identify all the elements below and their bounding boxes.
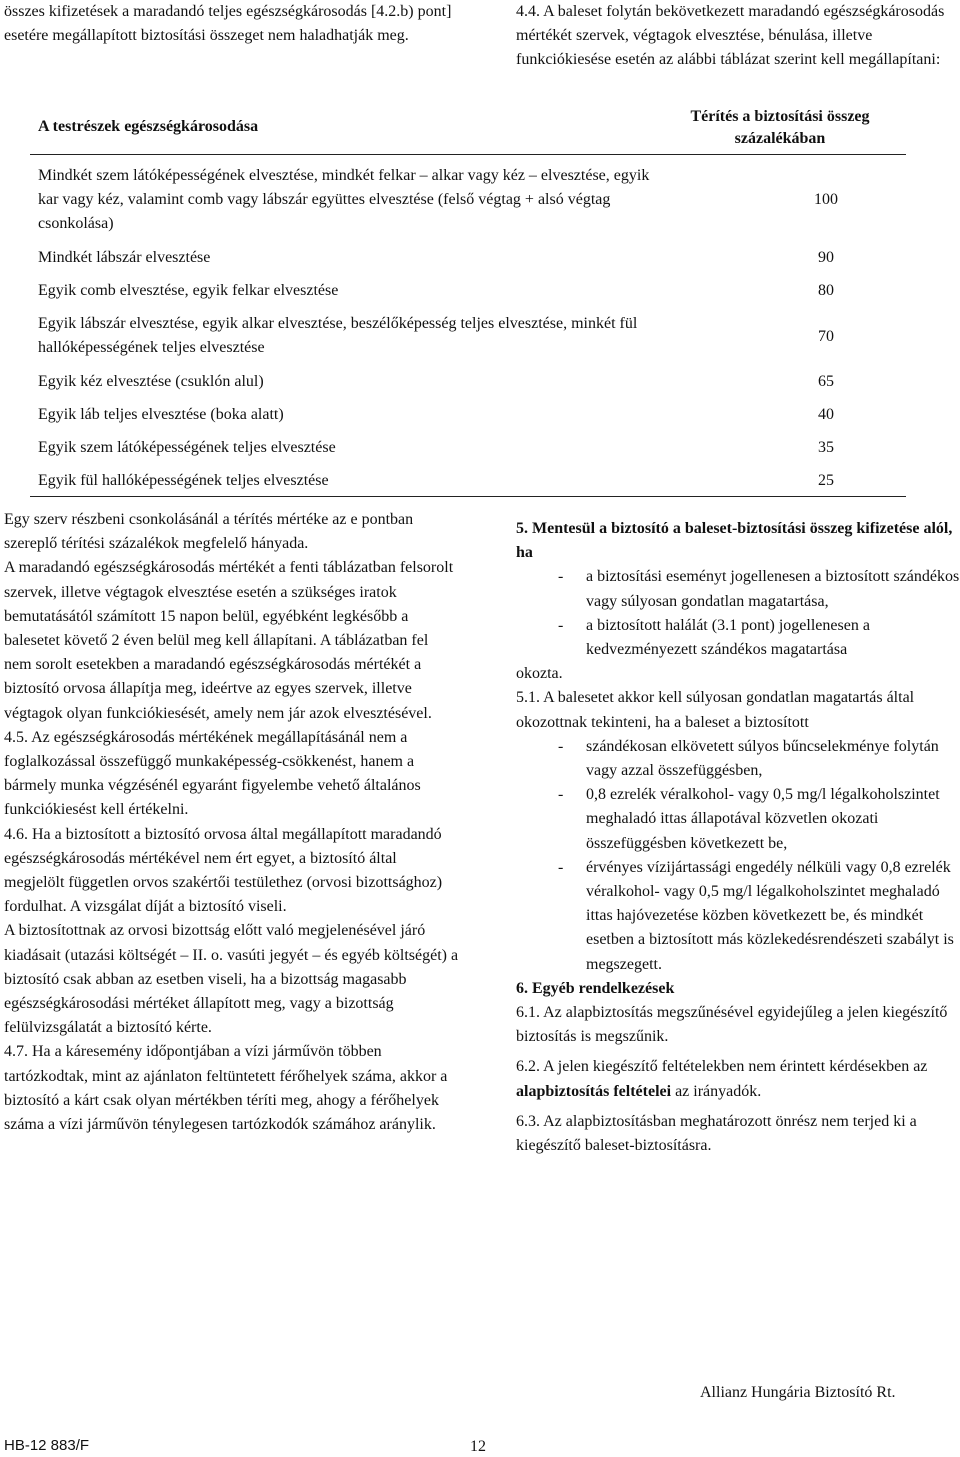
list-item xyxy=(516,565,960,613)
intro-paragraph-left: összes kifizetések a maradandó teljes egészségkárosodás [4.2.b) pont] esetére megállapított biztosítási összeget nem haladhatják meg. xyxy=(4,3,452,45)
section-4-4-paragraph: 4.4. A baleset folytán bekövetkezett maradandó egészségkárosodás mértékét szervek, végtagok elvesztése, bénulása, illetve funkciókiesése esetén az alábbi táblázat szerint kell megállapítani: xyxy=(516,3,945,69)
right-column xyxy=(516,517,960,1158)
list-item-text: a biztosítási eseményt jogellenesen a biztosított szándékos vagy súlyosan gondatlan magatartása, xyxy=(586,568,960,610)
section-4-7-paragraph: 4.7. Ha a káresemény időpontjában a vízi járművön többen tartózkodtak, mint az ajánlaton feltüntetett férőhelyek száma, akkor a biztosító a kárt csak olyan mértékben téríti meg, ahogy a férőhelyek száma a vízi járművön ténylegesen tartózkodók számához aránylik. xyxy=(4,1043,448,1134)
list-item xyxy=(516,856,960,977)
row-percentage: 70 xyxy=(818,328,834,345)
list-item-text: érvényes vízijártassági engedély nélküli vagy 0,8 ezrelék véralkohol- vagy 0,5 mg/l légalkoholszintet meghaladó ittas hajóvezetése közben következett be, és mindkét esetben a biztosított más közlekedésrendészeti szabályt is megszegett. xyxy=(586,858,954,973)
committee-costs-paragraph: A biztosítottnak az orvosi bizottság előtt való megjelenésével járó kiadásait (utazási költségét – II. o. vasúti jegyét – és egyéb költségét) a biztosító csak abban az esetben viseli, ha a bizottság magasabb egészségkárosodási mértéket állapított meg, vagy a bizottság felülvizsgálatát a biztosító kérte. xyxy=(4,922,459,1037)
row-description: Egyik kéz elvesztése (csuklón alul) xyxy=(38,373,264,390)
company-signature: Allianz Hungária Biztosító Rt. xyxy=(700,1384,896,1401)
section-4-5-paragraph: 4.5. Az egészségkárosodás mértékének megállapításánál nem a foglalkozással összefüggő munkaképesség-csökkenést, hanem a bármely munka végzésénél egyaránt figyelembe vehető általános funkciókiesést kell értékelni. xyxy=(4,728,421,819)
section-6-2-paragraph xyxy=(516,1055,960,1103)
assessment-deadline-paragraph: A maradandó egészségkárosodás mértékét a fenti táblázatban felsorolt szervek, illetve végtagok elvesztése esetén a szükséges iratok bemutatásától számított 15 napon belül, egyébként legkésőbb a balesetet követő 2 éven belül meg kell állapítani. A táblázatban fel nem sorolt esetekben a maradandó egészségkárosodás mértékét a biztosító orvosa állapítja meg, ideértve az egyes szervek, illetve végtagok olyan funkciókiesését, amely nem jár azok elvesztésével. xyxy=(4,559,454,722)
section-6-2-emphasis: alapbiztosítás feltételei xyxy=(516,1082,672,1100)
section-6-2-text-end: az irányadók. xyxy=(671,1082,762,1100)
row-percentage: 65 xyxy=(818,373,834,390)
page-number: 12 xyxy=(470,1438,486,1455)
dash-bullet-icon: - xyxy=(558,737,564,755)
row-percentage: 90 xyxy=(818,249,834,266)
row-percentage: 35 xyxy=(818,439,834,456)
list-item xyxy=(516,735,960,783)
row-description: Egyik szem látóképességének teljes elvesztése xyxy=(38,439,336,456)
section-5-heading: 5. Mentesül a biztosító a baleset-biztosítási összeg kifizetése alól, ha xyxy=(516,520,953,562)
list-item xyxy=(516,783,960,856)
row-percentage: 100 xyxy=(814,191,838,208)
row-percentage: 80 xyxy=(818,282,834,299)
list-item-text: 0,8 ezrelék véralkohol- vagy 0,5 mg/l légalkoholszintet meghaladó ittas állapotával közvetlen okozati összefüggésben következett be, xyxy=(586,786,940,852)
dash-bullet-icon: - xyxy=(558,568,564,586)
section-6-3-paragraph: 6.3. Az alapbiztosításban meghatározott önrész nem terjed ki a kiegészítő baleset-biztosításra. xyxy=(516,1112,917,1155)
list-item xyxy=(516,614,960,662)
table-header-divider xyxy=(30,154,906,155)
section-6-1-paragraph: 6.1. Az alapbiztosítás megszűnésével egyidejűleg a jelen kiegészítő biztosítás is megszűnik. xyxy=(516,1004,948,1046)
partial-amputation-paragraph: Egy szerv részbeni csonkolásánál a térítés mértéke az e pontban szereplő térítési százalékok megfelelő hányada. xyxy=(4,511,414,553)
row-description: Egyik fül hallóképességének teljes elvesztése xyxy=(38,472,329,489)
left-column xyxy=(4,508,459,1137)
table-bottom-divider xyxy=(30,496,906,497)
row-description: Egyik comb elvesztése, egyik felkar elvesztése xyxy=(38,282,339,299)
section-6-heading: 6. Egyéb rendelkezések xyxy=(516,979,675,997)
row-percentage: 25 xyxy=(818,472,834,489)
row-percentage: 40 xyxy=(818,406,834,423)
row-description: Mindkét szem látóképességének elvesztése, mindkét felkar – alkar vagy kéz – elvesztése, egyik kar vagy kéz, valamint comb vagy lábszár együttes elvesztése (felső végtag + alsó végtag csonkolása) xyxy=(38,167,650,232)
row-description: Mindkét lábszár elvesztése xyxy=(38,249,211,266)
table-header-percentage: Térítés a biztosítási összeg százalékában xyxy=(690,108,870,147)
list-item-text: szándékosan elkövetett súlyos bűncselekménye folytán vagy azzal összefüggésben, xyxy=(586,737,939,780)
dash-bullet-icon: - xyxy=(558,858,564,876)
section-4-6-paragraph: 4.6. Ha a biztosított a biztosító orvosa által megállapított maradandó egészségkárosodás mértékével nem ért egyet, a biztosító által megjelölt független orvos szakértői testülethez (orvosi bizottsághoz) fordulhat. A vizsgálat díját a biztosító viseli. xyxy=(4,825,443,916)
section-6-2-text: 6.2. A jelen kiegészítő feltételekben nem érintett kérdésekben az xyxy=(516,1058,928,1076)
table-header-body-part: A testrészek egészségkárosodása xyxy=(38,118,259,135)
section-5-1-paragraph: 5.1. A balesetet akkor kell súlyosan gondatlan magatartás által okozottnak tekinteni, ha a baleset a biztosított xyxy=(516,689,915,731)
dash-bullet-icon: - xyxy=(558,786,564,804)
document-code: HB-12 883/F xyxy=(4,1437,90,1454)
row-description: Egyik lábszár elvesztése, egyik alkar elvesztése, beszélőképesség teljes elvesztése, minkét fül hallóképességének teljes elvesztése xyxy=(38,315,638,356)
list-item-text: a biztosított halálát (3.1 pont) jogellenesen a kedvezményezett szándékos magatartása xyxy=(586,616,870,659)
list-conclusion: okozta. xyxy=(516,665,563,683)
row-description: Egyik láb teljes elvesztése (boka alatt) xyxy=(38,406,284,423)
dash-bullet-icon: - xyxy=(558,616,564,634)
